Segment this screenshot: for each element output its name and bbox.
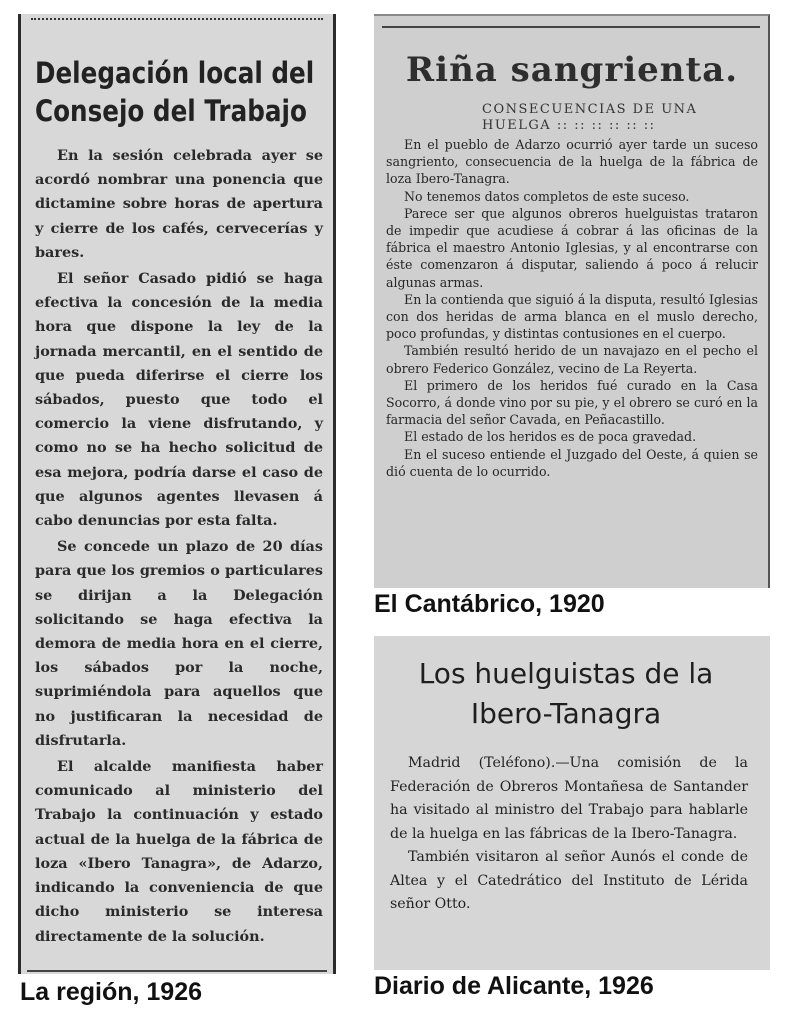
clipping-caption: La región, 1926: [20, 978, 203, 1006]
article-paragraph: El alcalde manifiesta haber comunicado al ministerio del Trabajo la continuación y estado actual de la huelga de la fábrica de loza «Ibero Tanagra», de Adarzo, indicando la conveniencia de que dicho ministerio se interesa directamente de la solución.: [35, 758, 323, 945]
clipping-body: [386, 136, 758, 480]
subheading-line: HUELGA :: :: :: :: :: ::: [482, 118, 656, 133]
clipping-body: [35, 144, 323, 949]
clipping-subheading: [386, 102, 758, 134]
article-paragraph: El señor Casado pidió se haga efectiva la concesión de la media hora que dispone la ley de la jornada mercantil, en el sentido de que pueda diferirse el cierre los sábados, puesto que todo el comercio la viene disfrutando, y como no se ha hecho solicitud de esa mejora, podría darse el caso de que algunos agentes llevasen á cabo denuncias por esta falta.: [35, 270, 323, 530]
decorative-top-rule: [31, 18, 323, 24]
headline-line: Delegación local del: [35, 56, 315, 90]
article-paragraph: En la contienda que siguió á la disputa, resultó Iglesias con dos heridas de arma blanca en el muslo derecho, poco profundas, y distintas contusiones en el cuerpo.: [386, 291, 758, 342]
article-paragraph: En el suceso entiende el Juzgado del Oeste, á quien se dió cuenta de lo ocurrido.: [386, 446, 758, 479]
article-paragraph: En la sesión celebrada ayer se acordó nombrar una ponencia que dictamine sobre horas de apertura y cierre de los cafés, cervecerías y bares.: [35, 147, 323, 261]
headline-line: Consejo del Trabajo: [35, 94, 307, 128]
decorative-bottom-rule: [27, 970, 327, 972]
article-paragraph: En el pueblo de Adarzo ocurrió ayer tarde un suceso sangriento, consecuencia de la huelga de la fábrica de loza Ibero-Tanagra.: [386, 137, 758, 187]
article-paragraph: Parece ser que algunos obreros huelguistas trataron de impedir que acudiese á cobrar á las oficinas de la fábrica el maestro Antonio Iglesias, y al encontrarse con éste comenzaron á disputar, saliendo á poco á relucir algunas armas.: [386, 205, 758, 290]
headline-line: Ibero-Tanagra: [470, 697, 662, 730]
article-paragraph: También visitaron al señor Aunós el conde de Altea y el Catedrático del Instituto de Lérida señor Otto.: [390, 849, 748, 912]
newspaper-clipping-diario-de-alicante: [374, 636, 770, 970]
subheading-line: CONSECUENCIAS DE UNA: [482, 102, 698, 117]
clipping-caption: Diario de Alicante, 1926: [374, 972, 654, 1000]
article-paragraph: También resultó herido de un navajazo en el pecho el obrero Federico González, vecino de La Reyerta.: [386, 343, 758, 376]
clipping-body: [384, 752, 748, 917]
clipping-headline: Riña sangrienta.: [405, 50, 739, 90]
newspaper-clipping-el-cantabrico: [374, 14, 770, 588]
clipping-caption: El Cantábrico, 1920: [374, 590, 605, 618]
article-paragraph: Se concede un plazo de 20 días para que los gremios o particulares se dirijan a la Delegación solicitando se haga efectiva la demora de media hora en el cierre, los sábados por la noche, suprimiéndola para aquellos que no justificaran la necesidad de disfrutarla.: [35, 538, 323, 749]
article-paragraph: No tenemos datos completos de este suceso.: [404, 188, 690, 204]
article-paragraph: El primero de los heridos fué curado en la Casa Socorro, á donde vino por su pie, y el obrero se curó en la farmacia del señor Cavada, en Peñacastillo.: [386, 377, 758, 428]
decorative-top-rule: [382, 26, 760, 28]
article-paragraph: Madrid (Teléfono).—Una comisión de la Federación de Obreros Montañesa de Santander ha visitado al ministro del Trabajo para hablarle de la huelga en las fábricas de la Ibero-Tanagra.: [390, 755, 748, 842]
headline-line: Los huelguistas de la: [418, 657, 714, 690]
article-paragraph: El estado de los heridos es de poca gravedad.: [404, 429, 697, 445]
clipping-headline: [384, 654, 748, 734]
clipping-headline: [35, 54, 315, 130]
newspaper-clipping-la-region: [18, 14, 336, 974]
